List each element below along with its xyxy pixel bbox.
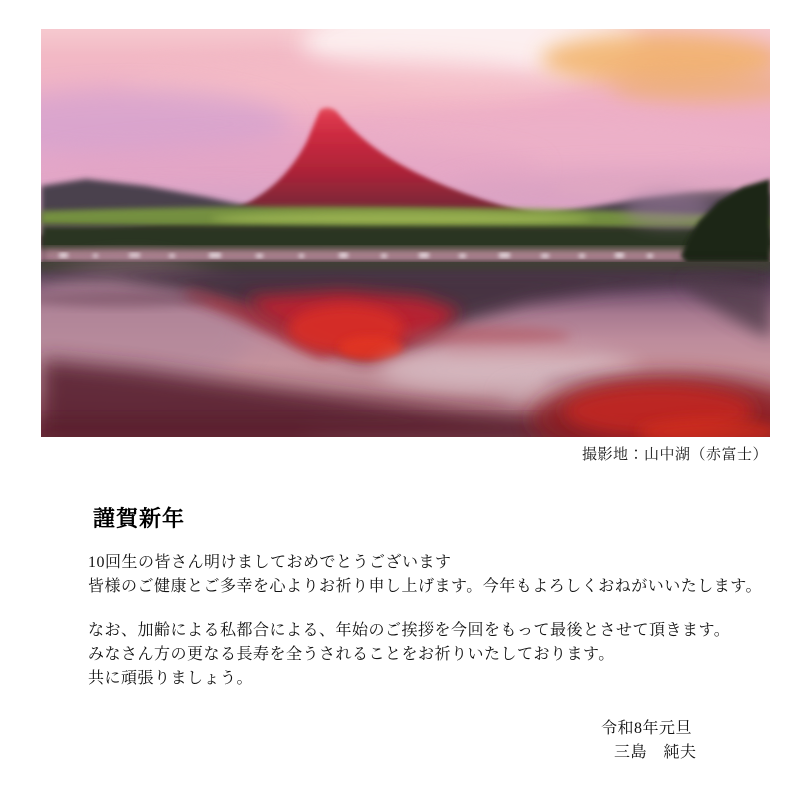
fuji-photo-art — [41, 29, 770, 437]
greeting-line: なお、加齢による私都合による、年始のご挨拶を今回をもって最後とさせて頂きます。 — [88, 622, 731, 639]
greeting-line: 10回生の皆さん明けましておめでとうございます — [88, 554, 452, 571]
signature-date: 令和8年元旦 — [601, 720, 693, 737]
greeting-paragraph-2 — [88, 619, 730, 691]
greeting-paragraph-1 — [88, 551, 762, 599]
greeting-line: みなさん方の更なる長寿を全うされることをお祈りいたしております。 — [88, 646, 615, 663]
signature-block — [601, 717, 697, 765]
signature-name: 三島 純夫 — [614, 744, 697, 761]
photo-caption: 撮影地：山中湖（赤富士） — [581, 446, 768, 463]
greeting-title: 謹賀新年 — [93, 506, 186, 531]
greeting-line: 皆様のご健康とご多幸を心よりお祈り申し上げます。今年もよろしくおねがいいたします。 — [88, 578, 762, 595]
fuji-photo — [41, 29, 770, 437]
greeting-line: 共に頑張りましょう。 — [88, 670, 254, 687]
